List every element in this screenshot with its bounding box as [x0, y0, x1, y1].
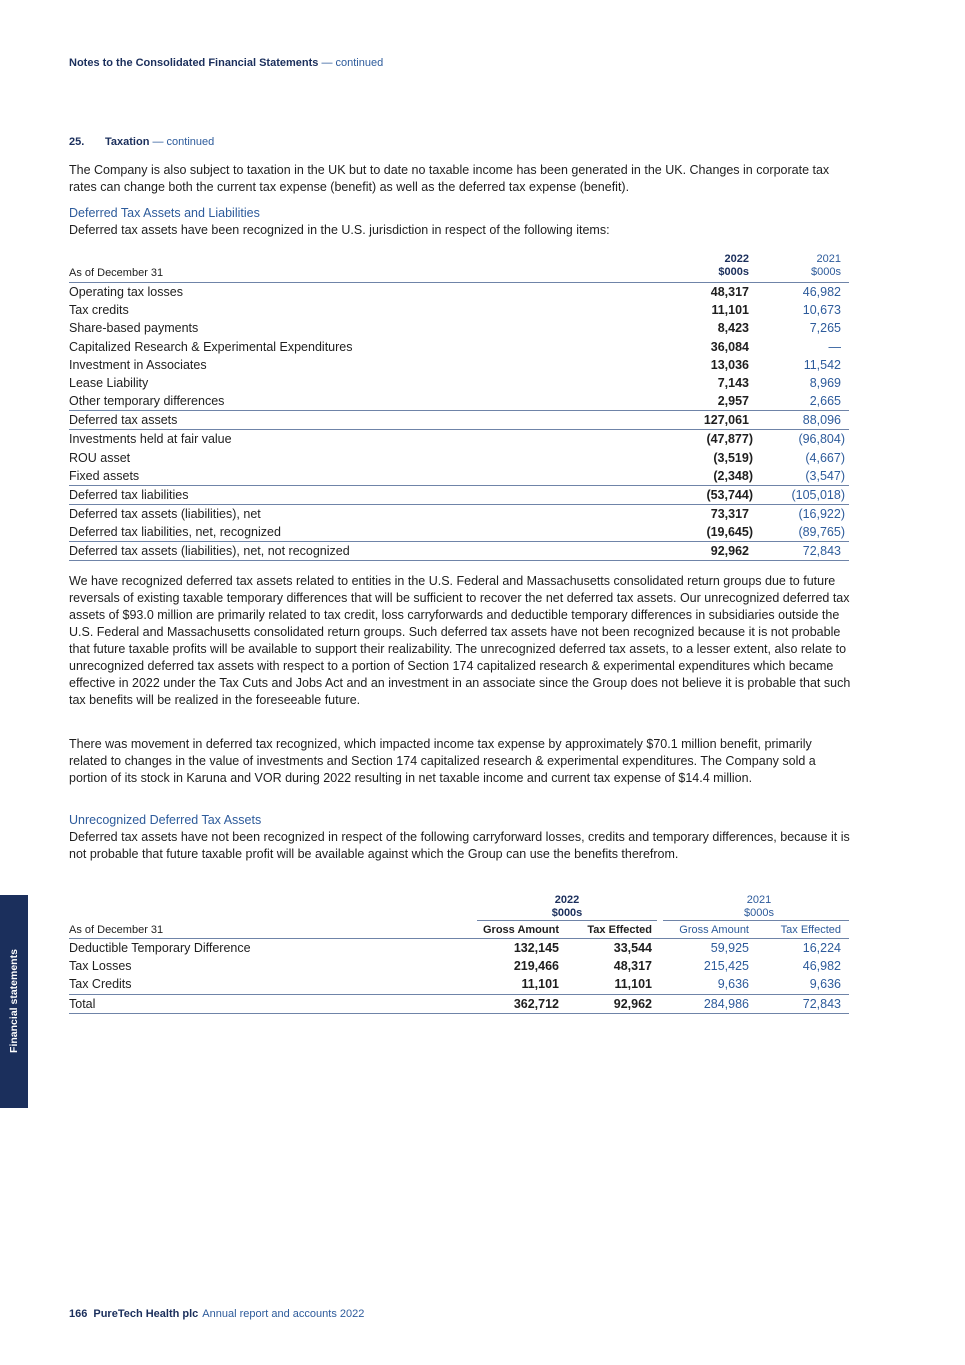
table-row [69, 283, 849, 301]
header-2022-unit: $000s [718, 266, 749, 278]
row-label: Lease Liability [69, 375, 149, 390]
gross-2022: 219,466 [513, 959, 559, 974]
row-label: Investment in Associates [69, 357, 207, 372]
row-label: Investments held at fair value [69, 432, 232, 447]
header-label: As of December 31 [69, 267, 164, 279]
row-label: Capitalized Research & Experimental Expenditures [69, 339, 353, 354]
value-2021: 7,265 [809, 321, 841, 336]
gross-2021: 59,925 [710, 941, 749, 955]
page-number: 166 [69, 1308, 88, 1320]
deferred-tax-table [69, 253, 849, 561]
value-2022: 92,962 [710, 544, 749, 559]
table-row [69, 467, 849, 485]
page-footer [69, 1308, 364, 1320]
total-row-liabilities [69, 485, 849, 505]
table-row [69, 356, 849, 374]
row-label: Deferred tax assets [69, 413, 178, 428]
row-label: Fixed assets [69, 468, 140, 483]
value-2022: 127,061 [703, 413, 749, 428]
table-header [69, 253, 849, 283]
paragraph-recognized: We have recognized deferred tax assets related to entities in the U.S. Federal and Massachusetts consolidated return groups due to future reversals of existing taxable temporary differences that will be sufficient to recover the net deferred tax assets. Our unrecognized deferred tax assets of $93.0 million are primarily related to tax credit, loss carryforwards and deductible temporary differences in subsidiaries outside the U.S. Federal and Massachusetts consolidated return groups. Such deferred tax assets have not been recognized because it is not probable that future taxable profits will be available to support their realizability. The unrecognized deferred tax assets, to a lesser extent, also relate to unrecognized deferred tax assets with respect to a portion of Section 174 capitalized research & experimental expenditures which became effective in 2022 under the Tax Cuts and Jobs Act and an investment in an associate since the Group does not believe it is probable that such tax benefits will be realized in the foreseeable future. [69, 574, 851, 707]
tax-2021: 46,982 [802, 959, 841, 974]
value-2022: 7,143 [717, 375, 749, 390]
value-2021: (96,804) [798, 432, 845, 447]
header-2022-year: 2022 [724, 253, 749, 265]
row-label: Tax Credits [69, 977, 132, 992]
unrecognized-heading: Unrecognized Deferred Tax Assets [69, 813, 262, 827]
table-row [69, 505, 849, 523]
value-2022: 8,423 [717, 321, 749, 336]
row-label: Deferred tax assets (liabilities), net, not recognized [69, 544, 350, 559]
unit-2021: $000s [744, 907, 774, 919]
deferred-heading: Deferred Tax Assets and Liabilities [69, 206, 260, 220]
value-2021: 8,969 [809, 375, 841, 390]
value-2022: (47,877) [706, 432, 753, 447]
table-row [69, 523, 849, 541]
total-row-not-recognized [69, 541, 849, 561]
value-2021: (4,667) [805, 450, 845, 465]
unit-2022: $000s [551, 907, 583, 919]
section-title: Taxation [105, 136, 150, 148]
row-label: Deferred tax liabilities [69, 487, 189, 502]
tax-2022: 48,317 [613, 959, 652, 974]
row-label: Deferred tax liabilities, net, recognized [69, 525, 281, 540]
table-row [69, 374, 849, 392]
table-row [69, 392, 849, 410]
row-label: Other temporary differences [69, 394, 225, 409]
tax-2021: 16,224 [802, 941, 841, 955]
table-row [69, 975, 849, 993]
value-2022: 13,036 [710, 357, 749, 372]
table-row [69, 301, 849, 319]
report-name: Annual report and accounts 2022 [202, 1308, 365, 1320]
header-gross-2022: Gross Amount [483, 924, 559, 936]
deferred-intro: Deferred tax assets have been recognized in the U.S. jurisdiction in respect of the following items: [69, 223, 610, 237]
header-2022 [718, 253, 749, 279]
header-2021-year: 2021 [816, 253, 841, 265]
unrecognized-intro: Deferred tax assets have not been recognized in respect of the following carryforward losses, credits and temporary differences, because it is not probable that future taxable profit will be available against which the Group can use the benefits therefrom. [69, 830, 850, 861]
table-row [69, 449, 849, 467]
header-gross-2021: Gross Amount [679, 924, 749, 936]
gross-2021: 284,986 [703, 996, 749, 1011]
year-2022: 2022 [554, 894, 580, 906]
table-row [69, 338, 849, 356]
year-2021: 2021 [746, 894, 772, 906]
value-2022: 11,101 [711, 303, 749, 318]
value-2021: 88,096 [802, 413, 841, 428]
value-2022: (19,645) [706, 525, 753, 540]
running-header-continued: — continued [321, 57, 384, 69]
unrecognized-table [69, 893, 849, 1014]
value-2022: (53,744) [706, 487, 753, 502]
header-label: As of December 31 [69, 924, 164, 936]
running-header-title: Notes to the Consolidated Financial Statements [69, 57, 319, 69]
side-tab-label: Financial statements [8, 949, 20, 1053]
company-name: PureTech Health plc [93, 1308, 199, 1320]
gross-2021: 9,636 [717, 977, 749, 992]
header-2021 [811, 253, 841, 279]
tax-2021: 9,636 [809, 977, 841, 992]
tax-2022: 33,544 [613, 941, 652, 955]
section-heading [69, 136, 214, 148]
column-header [69, 921, 849, 939]
tax-2022: 11,101 [614, 977, 652, 992]
value-2022: 73,317 [710, 506, 749, 521]
row-label: Tax credits [69, 303, 129, 318]
gross-2021: 215,425 [703, 959, 749, 974]
year-header [69, 893, 849, 921]
value-2021: (105,018) [791, 487, 845, 502]
total-row [69, 994, 849, 1014]
tax-2022: 92,962 [613, 996, 652, 1011]
gross-2022: 362,712 [513, 996, 559, 1011]
row-label: Deductible Temporary Difference [69, 941, 251, 955]
row-label: Operating tax losses [69, 285, 183, 299]
value-2022: (2,348) [713, 468, 753, 483]
value-2021: 2,665 [809, 394, 841, 409]
row-label: Total [69, 996, 96, 1011]
value-2021: (16,922) [798, 506, 845, 521]
value-2022: (3,519) [713, 450, 753, 465]
header-2021-unit: $000s [811, 266, 841, 278]
value-2021: (3,547) [805, 468, 845, 483]
value-2022: 36,084 [710, 339, 749, 354]
table-row [69, 430, 849, 448]
value-2022: 2,957 [717, 394, 749, 409]
row-label: Share-based payments [69, 321, 199, 336]
row-label: Tax Losses [69, 959, 132, 974]
header-tax-2022: Tax Effected [587, 924, 652, 936]
table-row [69, 957, 849, 975]
year-2022-header [477, 894, 657, 920]
paragraph-movement: There was movement in deferred tax recognized, which impacted income tax expense by approximately $70.1 million benefit, primarily related to changes in the value of investments and Section 174 capitalized research & experimental expenditures. The Company sold a portion of its stock in Karuna and VOR during 2022 resulting in net taxable income and current tax expense of $14.4 million. [69, 737, 816, 785]
table-row [69, 319, 849, 337]
intro-paragraph: The Company is also subject to taxation in the UK but to date no taxable income has been generated in the UK. Changes in corporate tax rates can change both the current tax expense (benefit) as well as the deferred tax expense (benefit). [69, 163, 830, 194]
gross-2022: 132,145 [513, 941, 559, 955]
header-tax-2021: Tax Effected [780, 924, 841, 936]
tax-2021: 72,843 [802, 996, 841, 1011]
row-label: Deferred tax assets (liabilities), net [69, 506, 261, 521]
year-2021-header [669, 894, 849, 920]
section-number: 25. [69, 136, 85, 148]
value-2022: 48,317 [710, 285, 749, 299]
value-2021: 72,843 [802, 544, 841, 559]
gross-2022: 11,101 [521, 977, 559, 992]
value-2021: 10,673 [802, 303, 841, 318]
value-2021: (89,765) [798, 525, 845, 540]
row-label: ROU asset [69, 450, 131, 465]
table-row [69, 939, 849, 957]
value-2021: 46,982 [802, 285, 841, 299]
running-header [69, 57, 383, 69]
section-continued: — continued [152, 136, 215, 148]
section-side-tab [0, 895, 28, 1108]
total-row-assets [69, 410, 849, 430]
value-2021: 11,542 [803, 357, 841, 372]
value-2021: — [828, 339, 841, 354]
